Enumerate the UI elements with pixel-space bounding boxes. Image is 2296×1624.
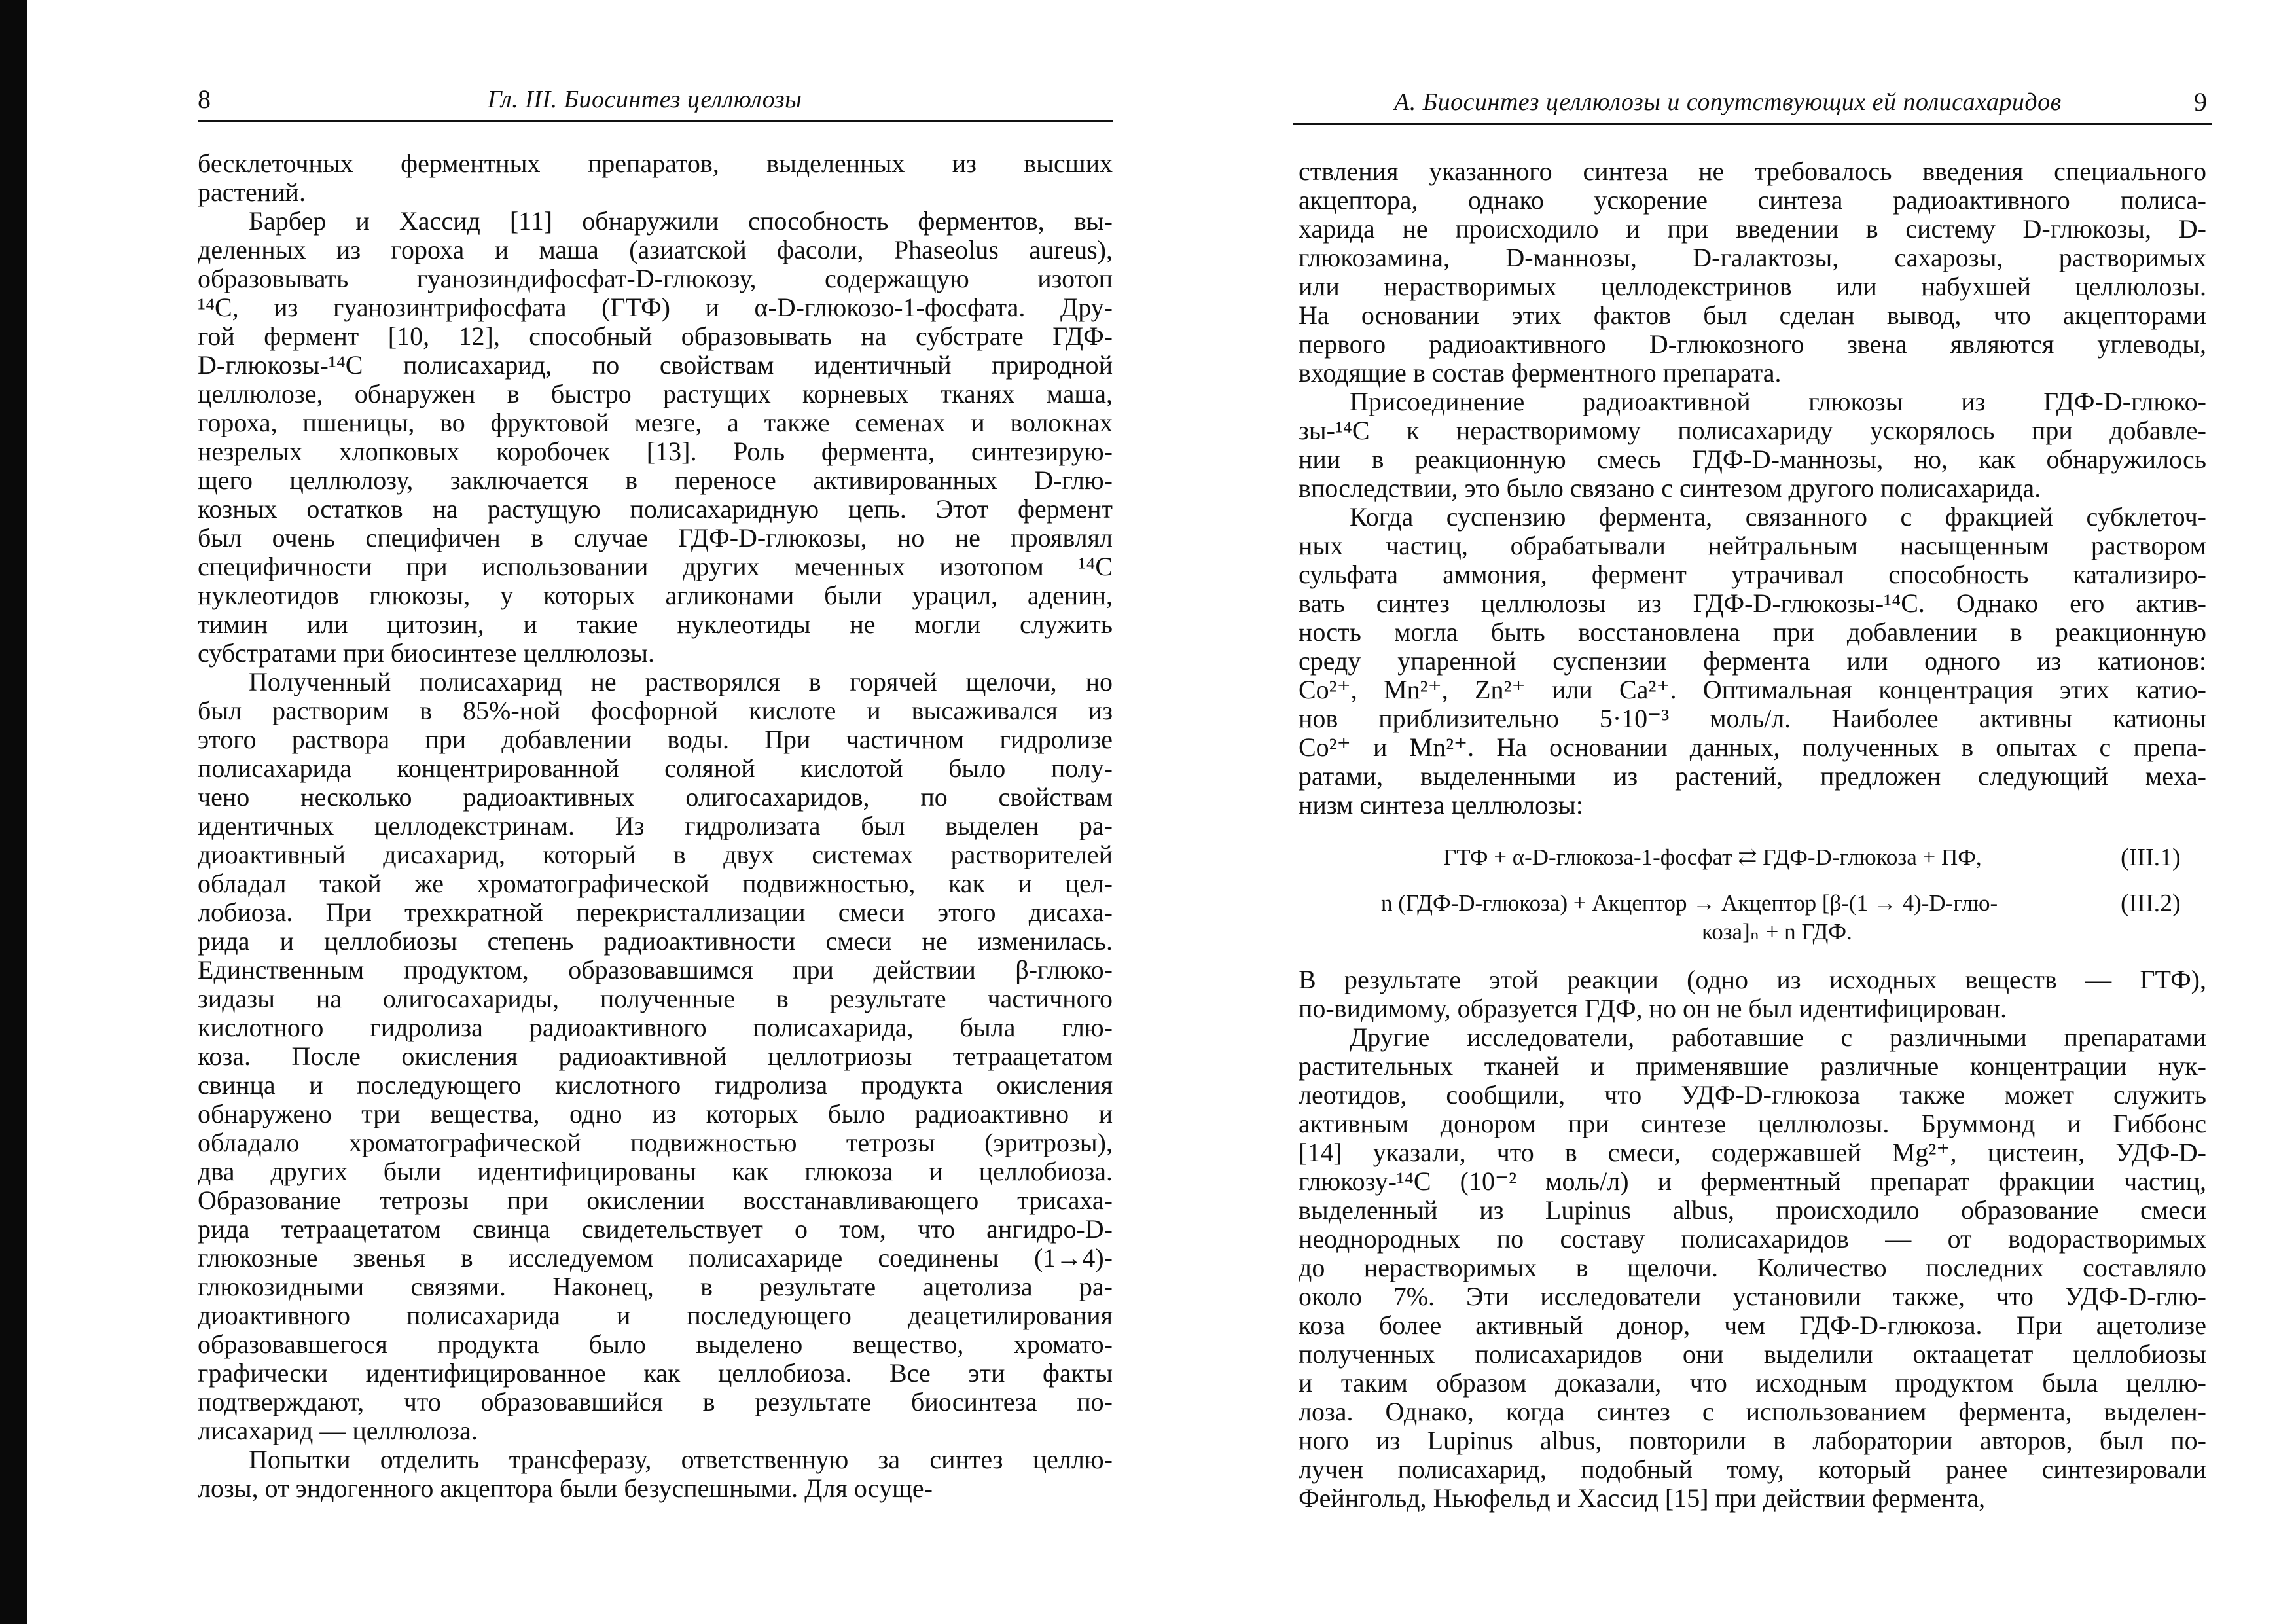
text-line: глюкозу-¹⁴C (10⁻² моль/л) и ферментный препарат фракции частиц, xyxy=(1299,1166,2206,1196)
text-line: Единственным продуктом, образовавшимся при действии β-глюко- xyxy=(198,955,1113,984)
text-line: нии в реакционную смесь ГДФ-D-маннозы, но, как обнаружилось xyxy=(1299,444,2206,474)
text-line: диоактивный дисахарид, который в двух системах растворителей xyxy=(198,840,1113,869)
right-header-rule xyxy=(1293,123,2212,125)
text-line: лучен полисахарид, подобный тому, который ранее синтезировали xyxy=(1299,1454,2206,1484)
text-line: коза более активный донор, чем ГДФ-D-глюкоза. При ацетолизе xyxy=(1299,1310,2206,1340)
text-line: нуклеотидов глюкозы, у которых агликонами были урацил, аденин, xyxy=(198,581,1113,610)
text-line: свинца и последующего кислотного гидролиза продукта окисления xyxy=(198,1070,1113,1100)
text-line: специфичности при использовании других меченных изотопом ¹⁴C xyxy=(198,552,1113,581)
text-line: Полученный полисахарид не растворялся в горячей щелочи, но xyxy=(249,667,1113,696)
right-page-body-top xyxy=(1299,157,2206,820)
text-line: два других были идентифицированы как глюкоза и целлобиоза. xyxy=(198,1157,1113,1186)
text-line: ного из Lupinus albus, повторили в лаборатории авторов, был по- xyxy=(1299,1426,2206,1455)
text-line: акцептора, однако ускорение синтеза радиоактивного полиса- xyxy=(1299,185,2206,215)
text-line: бесклеточных ферментных препаратов, выделенных из высших xyxy=(198,149,1113,178)
text-line: зидазы на олигосахариды, полученные в результате частичного xyxy=(198,984,1113,1013)
text-line: до нерастворимых в щелочи. Количество последних составляло xyxy=(1299,1253,2206,1282)
left-page-number: 8 xyxy=(198,84,211,114)
text-line: чено несколько радиоактивных олигосахаридов, по свойствам xyxy=(198,782,1113,812)
text-line: Когда суспензию фермента, связанного с фракцией субклеточ- xyxy=(1350,502,2206,532)
text-line: субстратами при биосинтезе целлюлозы. xyxy=(198,638,655,668)
text-line: графически идентифицированное как целлобиоза. Все эти факты xyxy=(198,1358,1113,1388)
text-line: был очень специфичен в случае ГДФ-D-глюкозы, но не проявлял xyxy=(198,523,1113,552)
paragraph xyxy=(198,207,1113,668)
scan-binding-edge xyxy=(0,0,27,1624)
text-line: Co²⁺ и Mn²⁺. На основании данных, полученных в опытах с препа- xyxy=(1299,732,2206,762)
text-line: лоза. Однако, когда синтез с использованием фермента, выделен- xyxy=(1299,1397,2206,1426)
text-line: На основании этих фактов был сделан вывод, что акцепторами xyxy=(1299,300,2206,330)
text-line: лобиоза. При трехкратной перекристаллизации смеси этого дисаха- xyxy=(198,897,1113,927)
text-line: харида не происходило и при введении в систему D-глюкозы, D- xyxy=(1299,214,2206,244)
text-line: растительных тканей и применявшие различные концентрации нук- xyxy=(1299,1051,2206,1081)
paragraph xyxy=(198,149,1113,207)
text-line: растений. xyxy=(198,177,306,207)
paragraph xyxy=(1299,1023,2206,1513)
left-page-body xyxy=(198,149,1113,1503)
left-running-head: Гл. III. Биосинтез целлюлозы xyxy=(488,86,802,113)
text-line: диоактивного полисахарида и последующего деацетилирования xyxy=(198,1301,1113,1330)
text-line: D-глюкозы-¹⁴C полисахарид, по свойствам идентичный природной xyxy=(198,350,1113,380)
text-line: В результате этой реакции (одно из исходных веществ — ГТФ), xyxy=(1299,965,2206,994)
text-line: ратами, выделенными из растений, предложен следующий меха- xyxy=(1299,761,2206,791)
text-line: идентичных целлодекстринам. Из гидролизата был выделен ра- xyxy=(198,811,1113,840)
text-line: рида и целлобиозы степень радиоактивности смеси не изменилась. xyxy=(198,926,1113,956)
paragraph xyxy=(1299,388,2206,503)
text-line: глюкозные звенья в исследуемом полисахариде соединены (1→4)- xyxy=(198,1243,1113,1272)
text-line: Образование тетрозы при окислении восстанавливающего трисаха- xyxy=(198,1185,1113,1215)
text-line: тимин или цитозин, и такие нуклеотиды не могли служить xyxy=(198,609,1113,639)
text-line: Другие исследователи, работавшие с различными препаратами xyxy=(1350,1022,2206,1052)
text-line: первого радиоактивного D-глюкозного звена являются углеводы, xyxy=(1299,329,2206,359)
text-line: ствления указанного синтеза не требовалось введения специального xyxy=(1299,156,2206,186)
text-line: вать синтез целлюлозы из ГДФ-D-глюкозы-¹⁴C. Однако его актив- xyxy=(1299,588,2206,618)
text-line: [14] указали, что в смеси, содержавшей Mg²⁺, цистеин, УДФ-D- xyxy=(1299,1138,2206,1167)
text-line: гороха, пшеницы, во фруктовой мезге, а также семенах и волокнах xyxy=(198,408,1113,437)
text-line: глюкозидными связями. Наконец, в результате ацетолиза ра- xyxy=(198,1272,1113,1301)
text-line: Co²⁺, Mn²⁺, Zn²⁺ или Ca²⁺. Оптимальная концентрация этих катио- xyxy=(1299,675,2206,704)
text-line: коза. После окисления радиоактивной целлотриозы тетраацетатом xyxy=(198,1041,1113,1071)
text-line: козных остатков на растущую полисахаридную цепь. Этот фермент xyxy=(198,494,1113,524)
right-page-number: 9 xyxy=(2194,87,2207,117)
paragraph xyxy=(198,668,1113,1445)
equation-iii-1: ГТФ + α-D-глюкоза-1-фосфат ⇄ ГДФ-D-глюкоза + ПФ, xyxy=(1443,844,1982,870)
text-line: нов приблизительно 5·10⁻³ моль/л. Наиболее активны катионы xyxy=(1299,704,2206,733)
text-line: глюкозамина, D-маннозы, D-галактозы, сахарозы, растворимых xyxy=(1299,243,2206,272)
text-line: сульфата аммония, фермент утрачивал способность катализиро- xyxy=(1299,560,2206,589)
text-line: полученных полисахаридов они выделили октаацетат целлобиозы xyxy=(1299,1339,2206,1369)
text-line: входящие в состав ферментного препарата. xyxy=(1299,358,1782,388)
text-line: ность могла быть восстановлена при добавлении в реакционную xyxy=(1299,617,2206,647)
paragraph xyxy=(198,1445,1113,1503)
text-line: кислотного гидролиза радиоактивного полисахарида, была глю- xyxy=(198,1013,1113,1042)
equation-iii-2-line-2: коза]ₙ + n ГДФ. xyxy=(1702,919,1852,945)
text-line: обладал такой же хроматографической подвижностью, как и цел- xyxy=(198,869,1113,898)
paragraph xyxy=(1299,157,2206,388)
text-line: подтверждают, что образовавшийся в результате биосинтеза по- xyxy=(198,1387,1113,1416)
text-line: выделенный из Lupinus albus, происходило образование смеси xyxy=(1299,1195,2206,1225)
text-line: около 7%. Эти исследователи установили также, что УДФ-D-глю- xyxy=(1299,1282,2206,1311)
text-line: незрелых хлопковых коробочек [13]. Роль фермента, синтезирую- xyxy=(198,437,1113,466)
text-line: ных частиц, обрабатывали нейтральным насыщенным раствором xyxy=(1299,531,2206,560)
text-line: ¹⁴C, из гуанозинтрифосфата (ГТФ) и α-D-глюкозо-1-фосфата. Дру- xyxy=(198,293,1113,322)
text-line: леотидов, сообщили, что УДФ-D-глюкоза также может служить xyxy=(1299,1080,2206,1110)
text-line: и таким образом доказали, что исходным продуктом была целлю- xyxy=(1299,1368,2206,1398)
text-line: неоднородных по составу полисахаридов — от водорастворимых xyxy=(1299,1224,2206,1254)
text-line: гой фермент [10, 12], способный образовывать на субстрате ГДФ- xyxy=(198,321,1113,351)
paragraph xyxy=(1299,503,2206,820)
left-header-rule xyxy=(198,120,1113,122)
text-line: Присоединение радиоактивной глюкозы из ГДФ-D-глюко- xyxy=(1350,387,2206,416)
text-line: целлюлозе, обнаружен в быстро растущих корневых тканях маша, xyxy=(198,379,1113,408)
equation-iii-1-label: (III.1) xyxy=(2121,844,2181,871)
text-line: Фейнгольд, Ньюфельд и Хассид [15] при действии фермента, xyxy=(1299,1483,1986,1513)
text-line: щего целлюлозу, заключается в переносе активированных D-глю- xyxy=(198,465,1113,495)
text-line: образовавшегося продукта было выделено вещество, хромато- xyxy=(198,1329,1113,1359)
text-line: лисахарид — целлюлоза. xyxy=(198,1416,478,1445)
text-line: по-видимому, образуется ГДФ, но он не был идентифицирован. xyxy=(1299,994,2007,1023)
text-line: зы-¹⁴C к нерастворимому полисахариду ускорялось при добавле- xyxy=(1299,416,2206,445)
text-line: Попытки отделить трансферазу, ответственную за синтез целлю- xyxy=(249,1445,1113,1474)
right-page-body-bottom xyxy=(1299,965,2206,1513)
text-line: низм синтеза целлюлозы: xyxy=(1299,790,1583,820)
right-running-head: А. Биосинтез целлюлозы и сопутствующих ей полисахаридов xyxy=(1394,88,2062,116)
text-line: обладало хроматографической подвижностью тетрозы (эритрозы), xyxy=(198,1128,1113,1157)
text-line: впоследствии, это было связано с синтезом другого полисахарида. xyxy=(1299,473,2041,503)
text-line: был растворим в 85%-ной фосфорной кислоте и высаживался из xyxy=(198,696,1113,725)
equation-iii-2-label: (III.2) xyxy=(2121,890,2181,917)
text-line: этого раствора при добавлении воды. При частичном гидролизе xyxy=(198,725,1113,754)
text-line: деленных из гороха и маша (азиатской фасоли, Phaseolus aureus), xyxy=(198,235,1113,264)
text-line: образовывать гуанозиндифосфат-D-глюкозу, содержащую изотоп xyxy=(198,264,1113,293)
text-line: лозы, от эндогенного акцептора были безуспешными. Для осуще- xyxy=(198,1473,933,1503)
text-line: рида тетраацетатом свинца свидетельствует о том, что ангидро-D- xyxy=(198,1214,1113,1244)
paragraph xyxy=(1299,965,2206,1023)
text-line: полисахарида концентрированной соляной кислотой было полу- xyxy=(198,753,1113,783)
text-line: Барбер и Хассид [11] обнаружили способность ферментов, вы- xyxy=(249,206,1113,236)
text-line: активным донором при синтезе целлюлозы. Бруммонд и Гиббонс xyxy=(1299,1109,2206,1138)
text-line: обнаружено три вещества, одно из которых было радиоактивно и xyxy=(198,1099,1113,1128)
text-line: или нерастворимых целлодекстринов или набухшей целлюлозы. xyxy=(1299,272,2206,301)
equation-iii-2-line-1: n (ГДФ-D-глюкоза) + Акцептор → Акцептор [β-(1 → 4)-D-глю- xyxy=(1381,890,1998,916)
text-line: среду упаренной суспензии фермента или одного из катионов: xyxy=(1299,646,2206,676)
